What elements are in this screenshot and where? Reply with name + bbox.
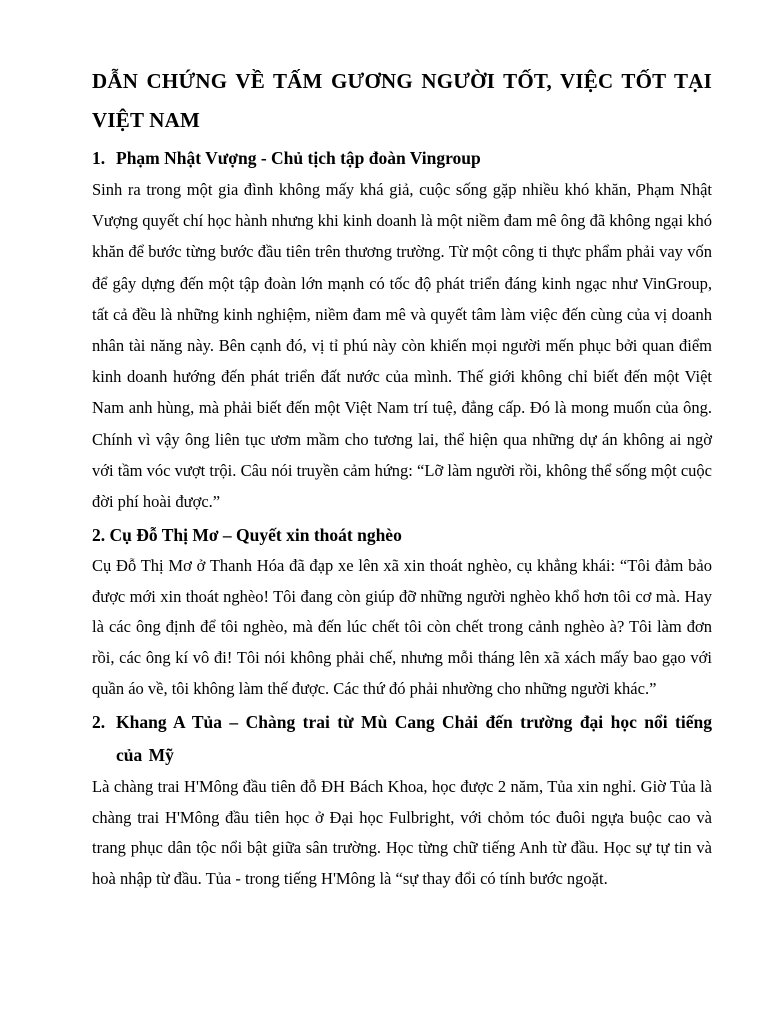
section-paragraph-2: Cụ Đỗ Thị Mơ ở Thanh Hóa đã đạp xe lên xã xin thoát nghèo, cụ khẳng khái: “Tôi đảm bảo được mới xin thoát nghèo! Tôi đang còn giúp đỡ những người nghèo khổ hơn tôi cơ mà. Hay là các ông định để tôi nghèo, mà đến lúc chết tôi còn chết trong cảnh nghèo à? Tôi làm đơn rồi, các ông kí vô đi! Tôi nói không phải chế, nhưng mỗi tháng lên xã xách mấy bao gạo với quần áo về, tôi không làm thế được. Các thứ đó phải nhường cho những người khác.” — [92, 556, 712, 698]
section-heading-2: 2. Cụ Đỗ Thị Mơ – Quyết xin thoát nghèo — [92, 525, 402, 546]
document-title: DẪN CHỨNG VỀ TẤM GƯƠNG NGƯỜI TỐT, VIỆC TỐT TẠI VIỆT NAM — [92, 69, 712, 132]
section-paragraph-1: Sinh ra trong một gia đình không mấy khá giả, cuộc sống gặp nhiều khó khăn, Phạm Nhật Vượng quyết chí học hành nhưng khi kinh doanh là một niềm đam mê ông đã không ngại khó khăn để bước từng bước đầu tiên trên thương trường. Từ một công ti thực phẩm phải vay vốn để gây dựng đến một tập đoàn lớn mạnh có tốc độ phát triển đáng kinh ngạc như VinGroup, tất cả đều là những kinh nghiệm, niềm đam mê và quyết tâm làm việc đến cùng của vị doanh nhân tài năng này. Bên cạnh đó, vị tỉ phú này còn khiến mọi người mến phục bởi quan điểm kinh doanh hướng đến phát triển đất nước của mình. Thế giới không chỉ biết đến một Việt Nam anh hùng, mà phải biết đến một Việt Nam trí tuệ, đẳng cấp. Đó là mong muốn của ông. Chính vì vậy ông liên tục ươm mầm cho tương lai, thể hiện qua những dự án không ai ngờ với tầm vóc vượt trội. Câu nói truyền cảm hứng: “Lỡ làm người rồi, không thể sống một cuộc đời phí hoài được.” — [92, 180, 712, 512]
section-number: 2. — [92, 712, 106, 733]
section-heading-3 — [92, 706, 712, 772]
section-heading-text: Phạm Nhật Vượng - Chủ tịch tập đoàn Vingroup — [116, 148, 481, 168]
document-page — [92, 62, 712, 897]
section-number: 1. — [92, 148, 106, 168]
section-heading-text: Khang A Tủa – Chàng trai từ Mù Cang Chải đến trường đại học nổi tiếng của Mỹ — [116, 712, 712, 766]
section-paragraph-3: Là chàng trai H'Mông đầu tiên đỗ ĐH Bách Khoa, học được 2 năm, Tủa xin nghỉ. Giờ Tủa là chàng trai H'Mông đầu tiên học ở Đại học Fulbright, với chỏm tóc đuôi ngựa buộc cao và trang phục dân tộc nổi bật giữa sân trường. Học từng chữ tiếng Anh từ đầu. Học sự tự tin và hoà nhập từ đầu. Tủa - trong tiếng H'Mông là “sự thay đổi có tính bước ngoặt. — [92, 777, 712, 888]
section-heading-1 — [92, 142, 712, 174]
